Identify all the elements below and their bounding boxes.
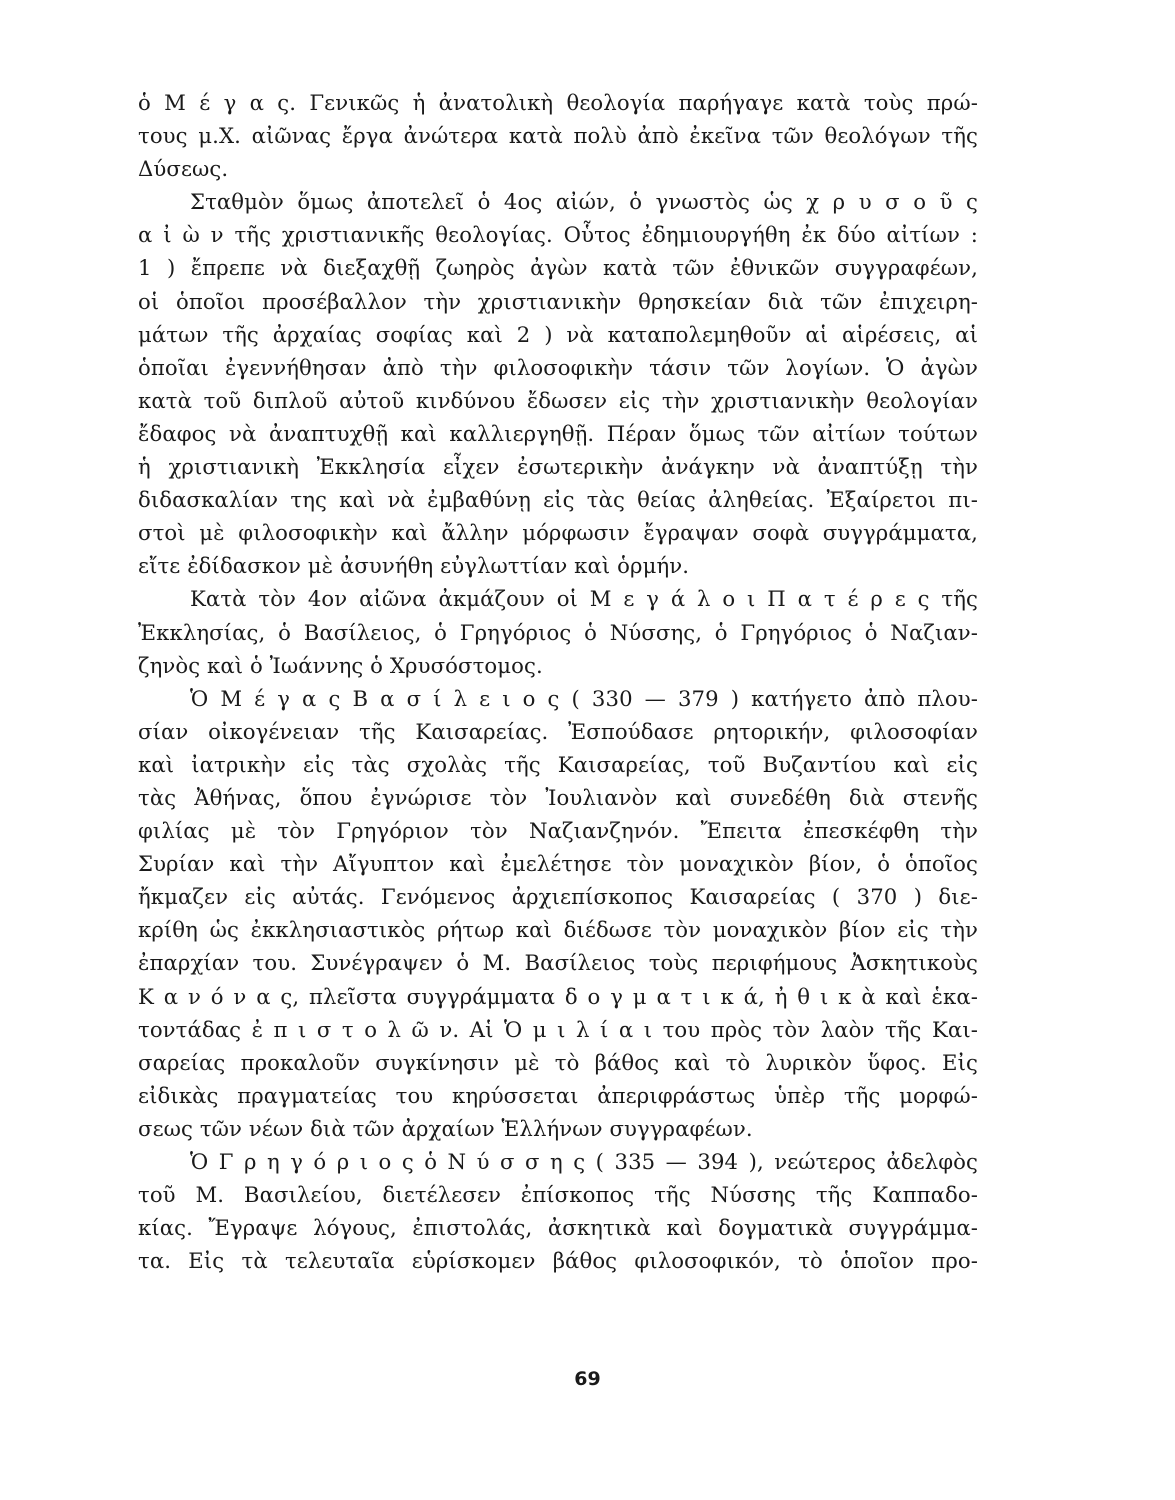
text-line: σίαν οἰκογένειαν τῆς Καισαρείας. Ἐσπούδασε ρητορικήν, φιλοσοφίαν: [138, 718, 978, 744]
text-line: ἡ χριστιανικὴ Ἐκκλησία εἶχεν ἐσωτερικὴν ἀνάγκην νὰ ἀναπτύξῃ τὴν: [138, 454, 978, 480]
text-line: διδασκαλίαν της καὶ νὰ ἐμβαθύνῃ εἰς τὰς θείας ἀληθείας. Ἐξαίρετοι πι-: [138, 487, 978, 513]
text-line: Ὁ Γ ρ η γ ό ρ ι ο ς ὁ Ν ύ σ σ η ς ( 335 — 394 ), νεώτερος ἀδελφὸς: [190, 1149, 978, 1174]
body-text: [138, 86, 978, 1277]
text-line: Κατὰ τὸν 4ον αἰῶνα ἀκμάζουν οἱ Μ ε γ ά λ ο ι Π α τ έ ρ ε ς τῆς: [190, 586, 978, 612]
text-line: ζηνὸς καὶ ὁ Ἰωάννης ὁ Χρυσόστομος.: [138, 652, 543, 678]
text-line: σεως τῶν νέων διὰ τῶν ἀρχαίων Ἑλλήνων συγγραφέων.: [138, 1115, 753, 1141]
text-line: φιλίας μὲ τὸν Γρηγόριον τὸν Ναζιανζηνόν. Ἔπειτα ἐπεσκέφθη τὴν: [138, 818, 978, 844]
text-line: Κ α ν ό ν α ς, πλεῖστα συγγράμματα δ ο γ μ α τ ι κ ά, ἠ θ ι κ ὰ καὶ ἑκα-: [138, 983, 978, 1009]
text-line: τα. Εἰς τὰ τελευταῖα εὑρίσκομεν βάθος φιλοσοφικόν, τὸ ὁποῖον προ-: [138, 1248, 978, 1274]
text-line: 1 ) ἔπρεπε νὰ διεξαχθῇ ζωηρὸς ἀγὼν κατὰ τῶν ἐθνικῶν συγγραφέων,: [138, 255, 978, 281]
text-line: σαρείας προκαλοῦν συγκίνησιν μὲ τὸ βάθος καὶ τὸ λυρικὸν ὕφος. Εἰς: [138, 1049, 978, 1075]
text-line: εἰδικὰς πραγματείας του κηρύσσεται ἀπεριφράστως ὑπὲρ τῆς μορφώ-: [138, 1082, 978, 1108]
text-line: Ἐκκλησίας, ὁ Βασίλειος, ὁ Γρηγόριος ὁ Νύσσης, ὁ Γρηγόριος ὁ Ναζιαν-: [138, 619, 978, 645]
text-line: μάτων τῆς ἀρχαίας σοφίας καὶ 2 ) νὰ καταπολεμηθοῦν αἱ αἱρέσεις, αἱ: [138, 321, 978, 347]
text-line: ὁποῖαι ἐγεννήθησαν ἀπὸ τὴν φιλοσοφικὴν τάσιν τῶν λογίων. Ὁ ἀγὼν: [138, 354, 978, 380]
text-line: καὶ ἰατρικὴν εἰς τὰς σχολὰς τῆς Καισαρείας, τοῦ Βυζαντίου καὶ εἰς: [138, 751, 978, 777]
page-number: 69: [574, 1368, 601, 1390]
text-line: κρίθη ὡς ἐκκλησιαστικὸς ρήτωρ καὶ διέδωσε τὸν μοναχικὸν βίον εἰς τὴν: [138, 917, 978, 943]
text-line: Ὁ Μ έ γ α ς Β α σ ί λ ε ι ο ς ( 330 — 379 ) κατήγετο ἀπὸ πλου-: [190, 685, 978, 711]
text-line: κίας. Ἔγραψε λόγους, ἐπιστολάς, ἀσκητικὰ καὶ δογματικὰ συγγράμμα-: [138, 1215, 978, 1241]
text-line: α ἰ ὼ ν τῆς χριστιανικῆς θεολογίας. Οὗτος ἐδημιουργήθη ἐκ δύο αἰτίων :: [138, 222, 978, 248]
text-line: Δύσεως.: [138, 156, 229, 182]
text-line: Σταθμὸν ὅμως ἀποτελεῖ ὁ 4ος αἰών, ὁ γνωστὸς ὡς χ ρ υ σ ο ῦ ς: [190, 189, 978, 215]
text-line: εἴτε ἐδίδασκον μὲ ἀσυνήθη εὐγλωττίαν καὶ ὁρμήν.: [138, 553, 690, 579]
text-line: κατὰ τοῦ διπλοῦ αὐτοῦ κινδύνου ἔδωσεν εἰς τὴν χριστιανικὴν θεολογίαν: [138, 387, 978, 413]
text-line: ὁ Μ έ γ α ς. Γενικῶς ἡ ἀνατολικὴ θεολογία παρήγαγε κατὰ τοὺς πρώ-: [138, 90, 978, 115]
text-line: οἱ ὁποῖοι προσέβαλλον τὴν χριστιανικὴν θρησκείαν διὰ τῶν ἐπιχειρη-: [138, 288, 978, 314]
text-line: τοῦ Μ. Βασιλείου, διετέλεσεν ἐπίσκοπος τῆς Νύσσης τῆς Καππαδο-: [138, 1182, 978, 1208]
text-line: τοντάδας ἐ π ι σ τ ο λ ῶ ν. Αἱ Ὁ μ ι λ ί α ι του πρὸς τὸν λαὸν τῆς Και-: [138, 1016, 978, 1042]
text-line: Συρίαν καὶ τὴν Αἴγυπτον καὶ ἐμελέτησε τὸν μοναχικὸν βίον, ὁ ὁποῖος: [138, 851, 978, 877]
text-line: τους μ.Χ. αἰῶνας ἔργα ἀνώτερα κατὰ πολὺ ἀπὸ ἐκεῖνα τῶν θεολόγων τῆς: [138, 123, 978, 149]
text-line: ἔδαφος νὰ ἀναπτυχθῇ καὶ καλλιεργηθῇ. Πέραν ὅμως τῶν αἰτίων τούτων: [138, 420, 978, 446]
text-line: στοὶ μὲ φιλοσοφικὴν καὶ ἄλλην μόρφωσιν ἔγραψαν σοφὰ συγγράμματα,: [138, 520, 978, 546]
text-line: ἤκμαζεν εἰς αὐτάς. Γενόμενος ἀρχιεπίσκοπος Καισαρείας ( 370 ) διε-: [138, 884, 978, 910]
text-line: τὰς Ἀθήνας, ὅπου ἐγνώρισε τὸν Ἰουλιανὸν καὶ συνεδέθη διὰ στενῆς: [138, 784, 978, 810]
text-line: ἐπαρχίαν του. Συνέγραψεν ὁ Μ. Βασίλειος τοὺς περιφήμους Ἀσκητικοὺς: [138, 950, 978, 976]
